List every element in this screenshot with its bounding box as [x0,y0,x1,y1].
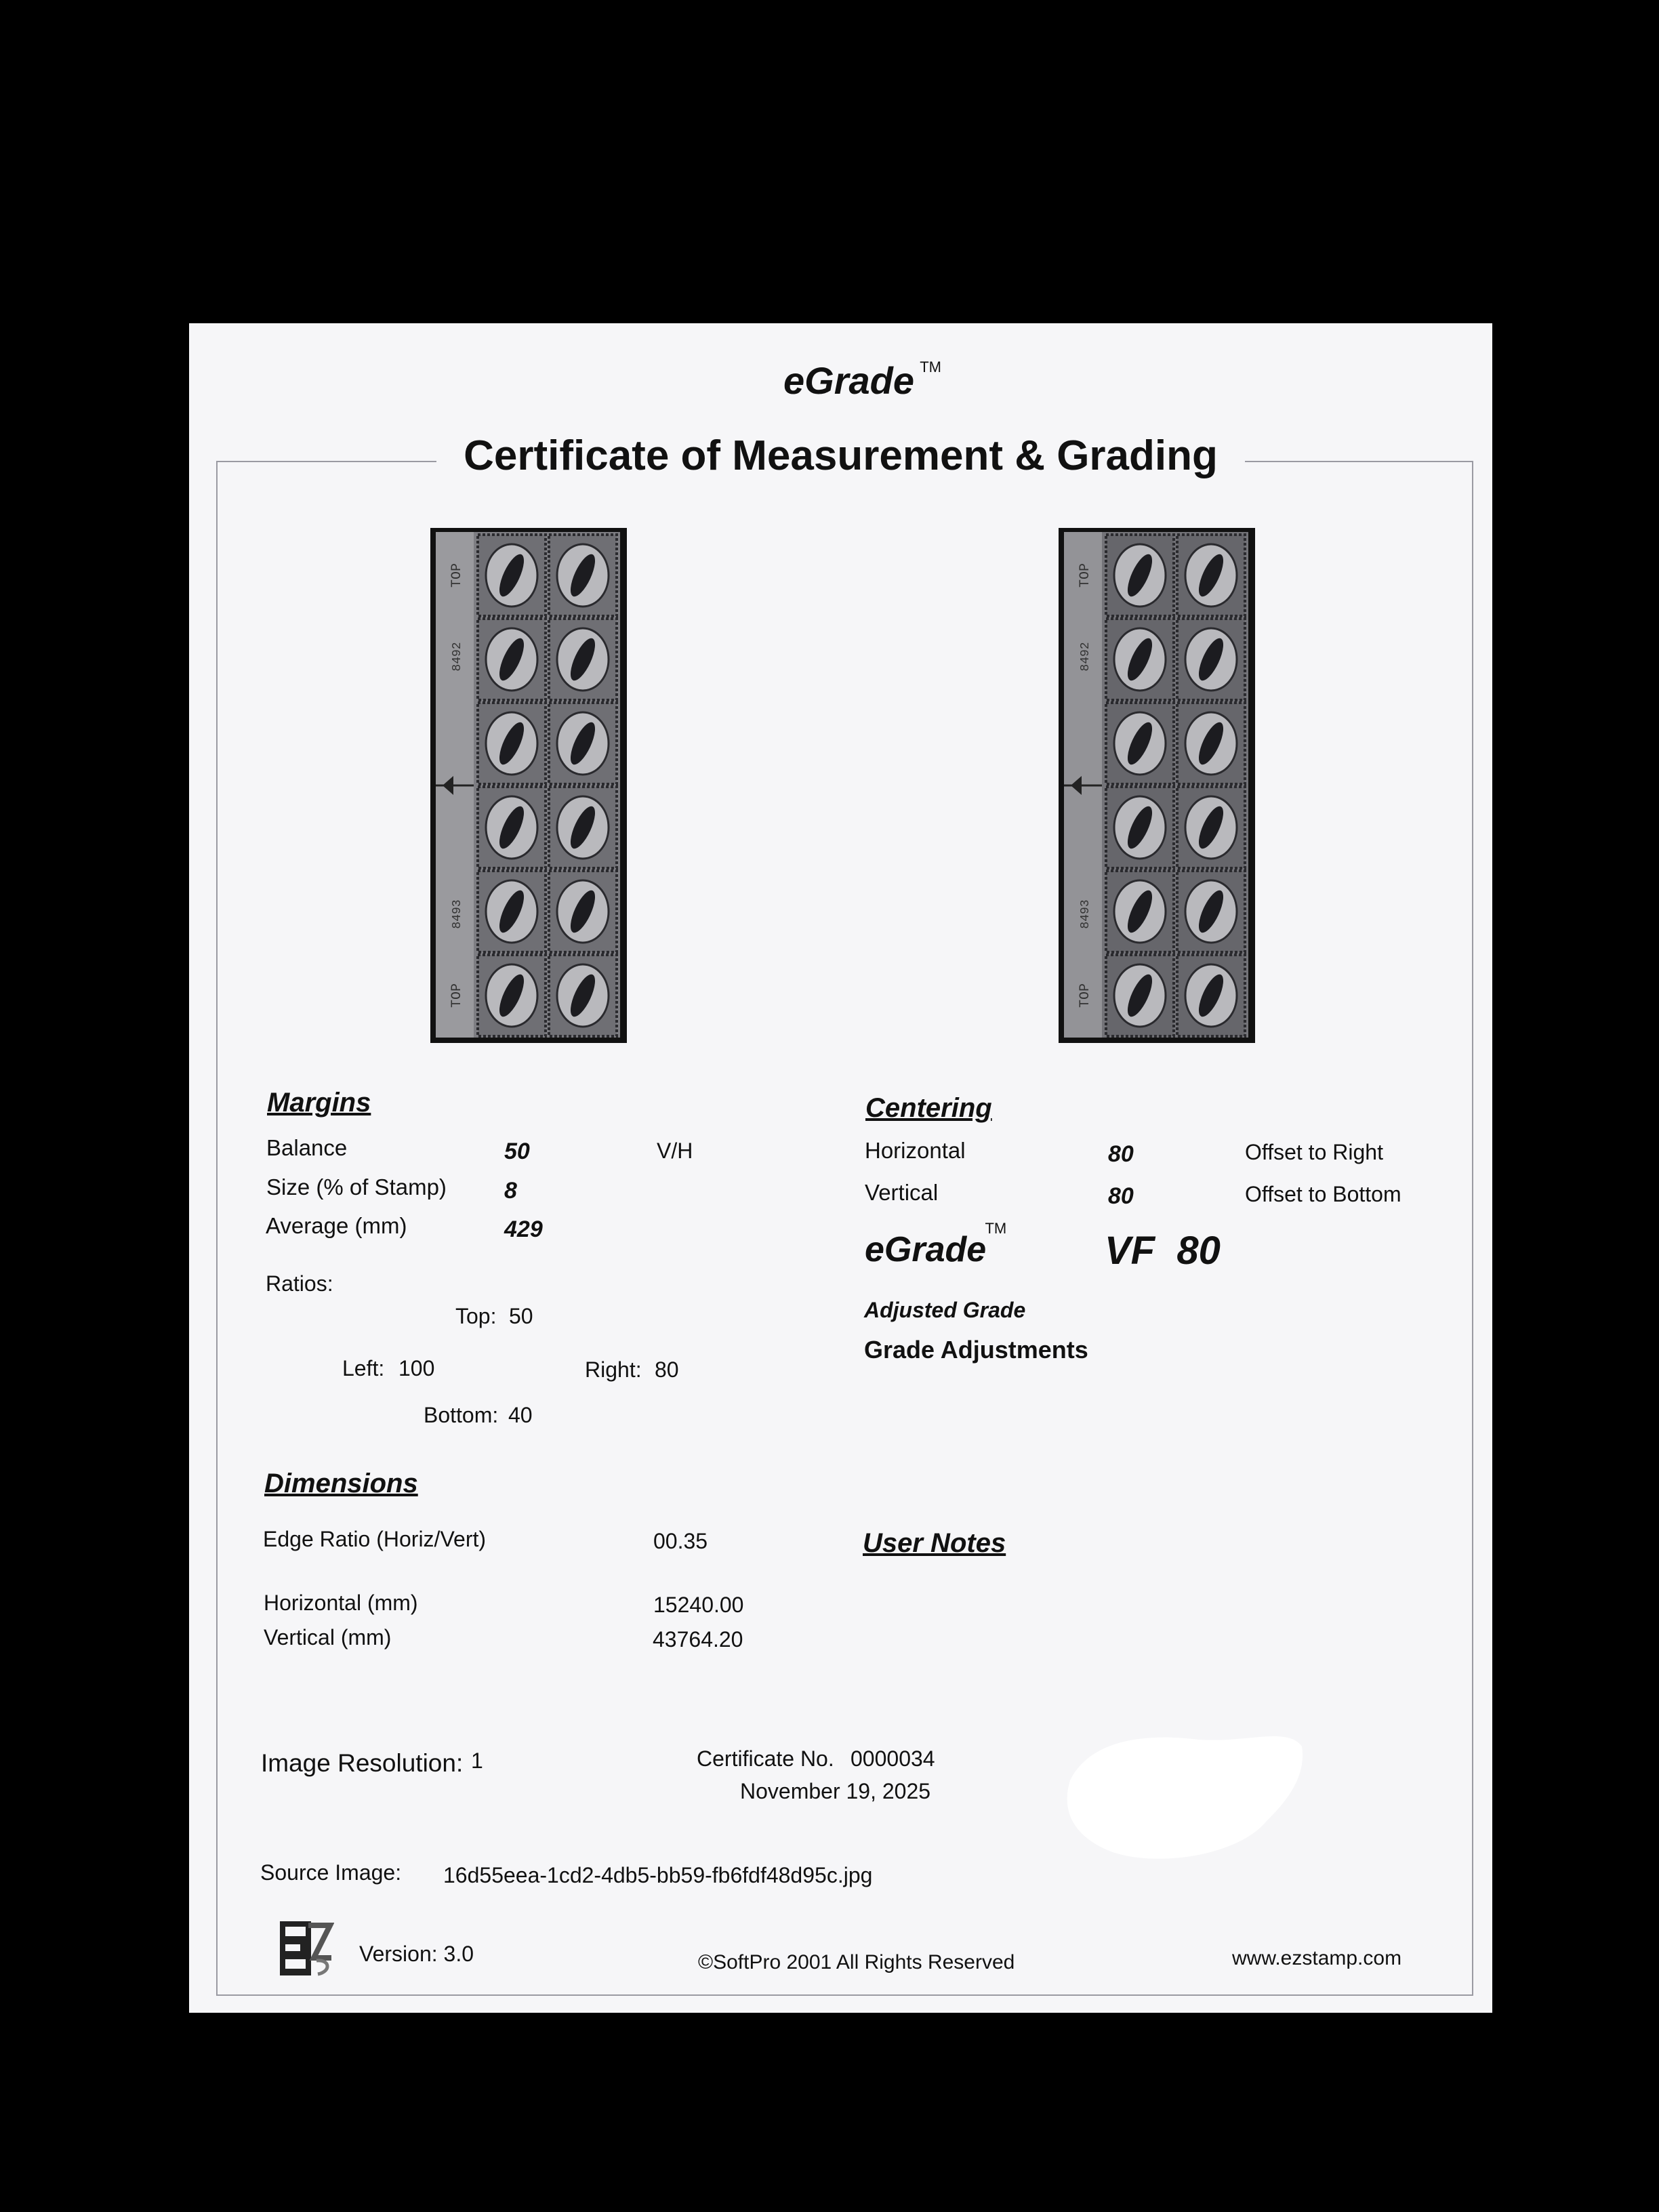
selvage-label-plate-1: 8492 [1079,642,1092,672]
stamp-cell [549,703,617,784]
dimensions-heading: Dimensions [264,1469,418,1498]
certificate-date: November 19, 2025 [740,1779,931,1803]
ratios-label: Ratios: [266,1271,333,1296]
centering-vertical-value: 80 [1108,1183,1134,1209]
centering-vertical-label: Vertical [865,1180,939,1205]
stamp-block-image-back [1059,528,1255,1043]
ezstamp-logo [276,1917,334,1978]
selvage-label-top: TOP [449,562,465,588]
redaction-mark [1063,1706,1307,1889]
centering-horizontal-label: Horizontal [865,1138,966,1163]
ratio-right-value: 80 [655,1357,679,1382]
stamp-cell [1106,619,1174,700]
stamp-cell [1106,535,1174,616]
selvage-label-plate-1: 8492 [451,642,464,672]
edge-ratio-value: 00.35 [653,1529,708,1553]
size-value: 8 [504,1178,517,1204]
stamp-cell [549,787,617,868]
centering-vertical-note: Offset to Bottom [1245,1182,1401,1206]
brand-header [783,359,941,403]
stamp-cell [1177,871,1245,952]
margins-heading: Margins [267,1088,371,1118]
trademark-mark: TM [920,359,941,375]
stamp-cell [549,871,617,952]
stamp-cell [549,955,617,1036]
edge-ratio-label: Edge Ratio (Horiz/Vert) [263,1527,487,1551]
stamp-cell [478,703,546,784]
centering-horizontal-note: Offset to Right [1245,1140,1383,1164]
egrade-result-brand: eGrade [865,1230,987,1269]
selvage-label-plate-2: 8493 [1079,899,1092,929]
selvage-label-bottom: TOP [449,983,465,1008]
certificate-no-value: 0000034 [851,1746,935,1771]
stamp-cell [1177,787,1245,868]
egrade-result [865,1220,1007,1270]
stamp-cell [1177,619,1245,700]
stamp-cell [478,787,546,868]
website-text: www.ezstamp.com [1232,1947,1402,1969]
stamp-cell [478,955,546,1036]
ratio-bottom-value: 40 [508,1403,533,1427]
image-resolution-value: 1 [471,1748,483,1773]
centering-horizontal-value: 80 [1108,1141,1134,1167]
image-resolution-label: Image Resolution: [261,1749,464,1777]
dim-horizontal-value: 15240.00 [653,1593,744,1617]
ratio-top-value: 50 [509,1304,533,1328]
balance-label: Balance [266,1135,348,1160]
balance-value: 50 [504,1139,530,1164]
ratio-right-label: Right: [585,1357,642,1382]
stamp-cell [1177,535,1245,616]
copyright-text: ©SoftPro 2001 All Rights Reserved [698,1951,1015,1973]
stamp-block-image-front [430,528,627,1043]
grade-value: VF 80 [1105,1229,1221,1273]
grade-adjustments-label: Grade Adjustments [864,1336,1088,1364]
ratio-top-label: Top: [455,1304,497,1328]
stamp-cell [1106,955,1174,1036]
version-label: Version: 3.0 [359,1942,474,1966]
average-value: 429 [504,1216,543,1242]
stamp-cell [478,619,546,700]
stamp-cell [478,535,546,616]
certificate-page [189,323,1492,2013]
source-image-label: Source Image: [260,1860,402,1885]
stamp-cell [1177,955,1245,1036]
average-label: Average (mm) [266,1213,407,1238]
selvage-label-bottom: TOP [1078,983,1093,1008]
stamp-cell [1177,703,1245,784]
size-label: Size (% of Stamp) [266,1174,447,1200]
certificate-no-label: Certificate No. [697,1746,834,1771]
ratio-left-label: Left: [342,1356,385,1380]
egrade-result-tm: TM [985,1220,1007,1237]
user-notes-heading: User Notes [863,1528,1006,1558]
dim-horizontal-label: Horizontal (mm) [264,1591,418,1615]
stamp-cell [1106,703,1174,784]
centering-heading: Centering [865,1093,992,1123]
selvage-label-plate-2: 8493 [451,899,464,929]
page-title-text: Certificate of Measurement & Grading [436,432,1245,479]
page-title [189,432,1492,480]
source-image-value: 16d55eea-1cd2-4db5-bb59-fb6fdf48d95c.jpg [443,1863,873,1887]
stamp-cell [1106,871,1174,952]
dim-vertical-value: 43764.20 [653,1627,743,1652]
stamp-cell [478,871,546,952]
stamp-cell [549,535,617,616]
adjusted-grade-label: Adjusted Grade [864,1298,1026,1322]
ratio-left-value: 100 [398,1356,435,1380]
selvage-label-top: TOP [1078,562,1093,588]
brand-name: eGrade [783,359,914,402]
ratio-bottom-label: Bottom: [424,1403,499,1427]
dim-vertical-label: Vertical (mm) [264,1625,392,1650]
stamp-cell [549,619,617,700]
stamp-cell [1106,787,1174,868]
balance-unit: V/H [657,1139,693,1163]
